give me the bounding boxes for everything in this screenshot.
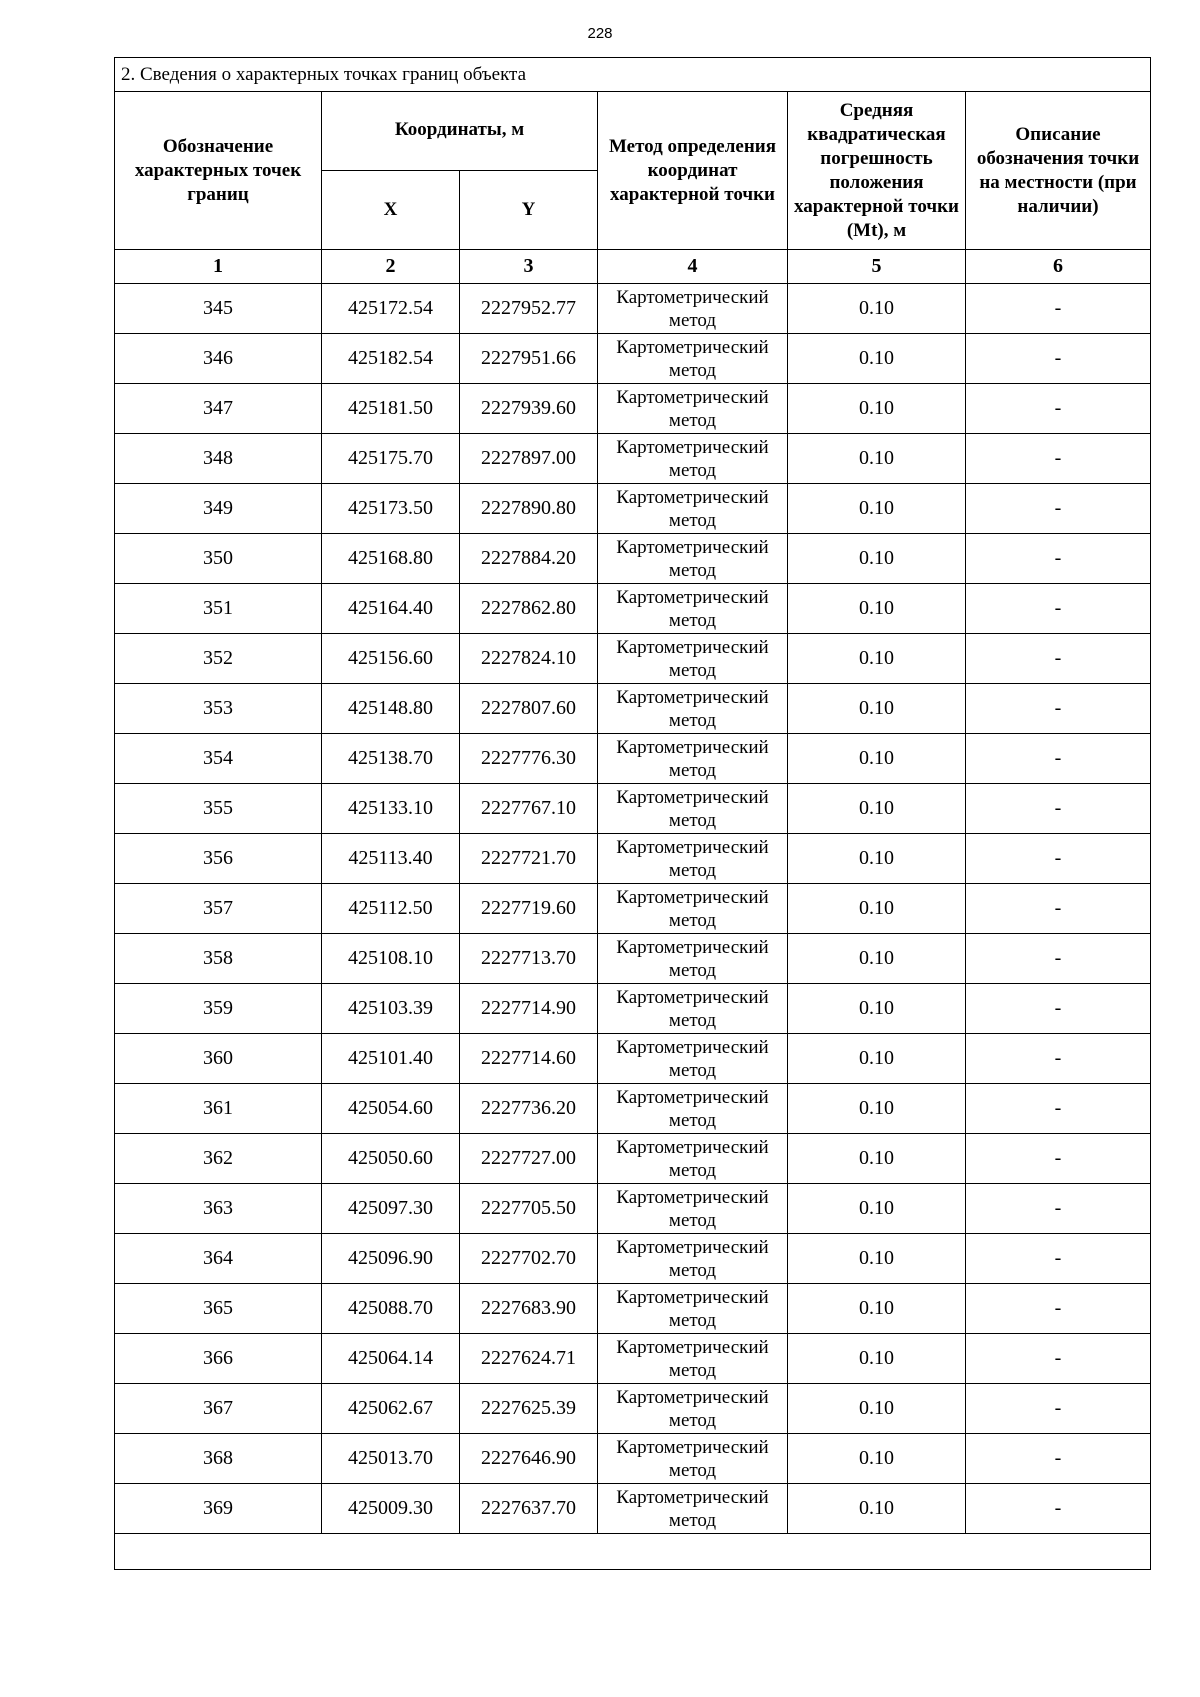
- section-title-row: [115, 58, 1151, 92]
- cell-method: Картометрический метод: [598, 834, 788, 884]
- cell-point-id: 349: [115, 484, 322, 534]
- cell-mean-error: 0.10: [788, 734, 966, 784]
- cell-coord-y: 2227824.10: [460, 634, 598, 684]
- cell-coord-y: 2227646.90: [460, 1434, 598, 1484]
- cell-coord-x: 425112.50: [322, 884, 460, 934]
- table-row: [115, 1134, 1151, 1184]
- cell-method: Картометрический метод: [598, 434, 788, 484]
- cell-mean-error: 0.10: [788, 1084, 966, 1134]
- cell-description: -: [966, 1334, 1151, 1384]
- cell-coord-y: 2227862.80: [460, 584, 598, 634]
- section-title: 2. Сведения о характерных точках границ объекта: [115, 58, 1151, 92]
- boundary-points-table: [114, 57, 1151, 1570]
- cell-coord-x: 425013.70: [322, 1434, 460, 1484]
- cell-method: Картометрический метод: [598, 384, 788, 434]
- cell-point-id: 357: [115, 884, 322, 934]
- table-row: [115, 784, 1151, 834]
- cell-coord-x: 425088.70: [322, 1284, 460, 1334]
- header-y: Y: [460, 171, 598, 250]
- cell-coord-y: 2227951.66: [460, 334, 598, 384]
- table-row: [115, 284, 1151, 334]
- cell-coord-x: 425172.54: [322, 284, 460, 334]
- cell-description: -: [966, 384, 1151, 434]
- cell-description: -: [966, 884, 1151, 934]
- cell-mean-error: 0.10: [788, 1434, 966, 1484]
- cell-method: Картометрический метод: [598, 1034, 788, 1084]
- cell-method: Картометрический метод: [598, 684, 788, 734]
- table-row: [115, 484, 1151, 534]
- cell-description: -: [966, 834, 1151, 884]
- cell-description: -: [966, 1384, 1151, 1434]
- cell-coord-y: 2227952.77: [460, 284, 598, 334]
- cell-coord-y: 2227705.50: [460, 1184, 598, 1234]
- cell-point-id: 355: [115, 784, 322, 834]
- cell-mean-error: 0.10: [788, 284, 966, 334]
- table-row: [115, 1034, 1151, 1084]
- table-row: [115, 1284, 1151, 1334]
- cell-point-id: 345: [115, 284, 322, 334]
- cell-mean-error: 0.10: [788, 1134, 966, 1184]
- column-number: 1: [115, 250, 322, 284]
- cell-coord-y: 2227767.10: [460, 784, 598, 834]
- cell-coord-x: 425168.80: [322, 534, 460, 584]
- cell-mean-error: 0.10: [788, 834, 966, 884]
- cell-point-id: 368: [115, 1434, 322, 1484]
- cell-point-id: 351: [115, 584, 322, 634]
- cell-method: Картометрический метод: [598, 984, 788, 1034]
- cell-coord-x: 425096.90: [322, 1234, 460, 1284]
- cell-method: Картометрический метод: [598, 784, 788, 834]
- table-row: [115, 1234, 1151, 1284]
- cell-method: Картометрический метод: [598, 1134, 788, 1184]
- cell-mean-error: 0.10: [788, 584, 966, 634]
- cell-point-id: 354: [115, 734, 322, 784]
- cell-coord-y: 2227625.39: [460, 1384, 598, 1434]
- table-row: [115, 1484, 1151, 1534]
- cell-coord-y: 2227713.70: [460, 934, 598, 984]
- cell-description: -: [966, 334, 1151, 384]
- table-row: [115, 634, 1151, 684]
- cell-point-id: 358: [115, 934, 322, 984]
- table-row: [115, 384, 1151, 434]
- cell-description: -: [966, 1434, 1151, 1484]
- cell-method: Картометрический метод: [598, 1234, 788, 1284]
- header-method: Метод определения координат характерной точки: [598, 92, 788, 250]
- cell-method: Картометрический метод: [598, 334, 788, 384]
- cell-description: -: [966, 1234, 1151, 1284]
- cell-description: -: [966, 784, 1151, 834]
- table-row: [115, 584, 1151, 634]
- cell-method: Картометрический метод: [598, 734, 788, 784]
- table-row: [115, 884, 1151, 934]
- cell-point-id: 369: [115, 1484, 322, 1534]
- cell-description: -: [966, 484, 1151, 534]
- cell-mean-error: 0.10: [788, 1484, 966, 1534]
- cell-mean-error: 0.10: [788, 934, 966, 984]
- cell-mean-error: 0.10: [788, 534, 966, 584]
- table-row: [115, 934, 1151, 984]
- cell-description: -: [966, 1134, 1151, 1184]
- cell-point-id: 361: [115, 1084, 322, 1134]
- cell-coord-x: 425064.14: [322, 1334, 460, 1384]
- cell-description: -: [966, 434, 1151, 484]
- cell-method: Картометрический метод: [598, 884, 788, 934]
- cell-description: -: [966, 1284, 1151, 1334]
- column-number: 3: [460, 250, 598, 284]
- cell-description: -: [966, 934, 1151, 984]
- cell-method: Картометрический метод: [598, 484, 788, 534]
- table-row: [115, 834, 1151, 884]
- column-number: 5: [788, 250, 966, 284]
- column-number: 2: [322, 250, 460, 284]
- cell-point-id: 346: [115, 334, 322, 384]
- cell-description: -: [966, 1034, 1151, 1084]
- table-row: [115, 734, 1151, 784]
- cell-coord-x: 425148.80: [322, 684, 460, 734]
- table-row: [115, 534, 1151, 584]
- cell-method: Картометрический метод: [598, 584, 788, 634]
- cell-method: Картометрический метод: [598, 934, 788, 984]
- cell-mean-error: 0.10: [788, 1184, 966, 1234]
- cell-mean-error: 0.10: [788, 634, 966, 684]
- cell-coord-x: 425054.60: [322, 1084, 460, 1134]
- cell-mean-error: 0.10: [788, 1284, 966, 1334]
- cell-description: -: [966, 584, 1151, 634]
- cell-point-id: 352: [115, 634, 322, 684]
- cell-mean-error: 0.10: [788, 484, 966, 534]
- cell-coord-x: 425164.40: [322, 584, 460, 634]
- cell-description: -: [966, 284, 1151, 334]
- cell-method: Картометрический метод: [598, 1484, 788, 1534]
- cell-description: -: [966, 534, 1151, 584]
- cell-description: -: [966, 1184, 1151, 1234]
- cell-method: Картометрический метод: [598, 634, 788, 684]
- cell-method: Картометрический метод: [598, 1184, 788, 1234]
- cell-coord-y: 2227727.00: [460, 1134, 598, 1184]
- header-row: [115, 92, 1151, 171]
- cell-point-id: 356: [115, 834, 322, 884]
- cell-coord-y: 2227776.30: [460, 734, 598, 784]
- table-row: [115, 1434, 1151, 1484]
- cell-mean-error: 0.10: [788, 434, 966, 484]
- cell-coord-y: 2227637.70: [460, 1484, 598, 1534]
- cell-method: Картометрический метод: [598, 1384, 788, 1434]
- cell-mean-error: 0.10: [788, 884, 966, 934]
- cell-point-id: 350: [115, 534, 322, 584]
- cell-mean-error: 0.10: [788, 1234, 966, 1284]
- cell-coord-x: 425101.40: [322, 1034, 460, 1084]
- cell-coord-y: 2227897.00: [460, 434, 598, 484]
- cell-coord-y: 2227714.60: [460, 1034, 598, 1084]
- cell-coord-y: 2227884.20: [460, 534, 598, 584]
- cell-coord-x: 425156.60: [322, 634, 460, 684]
- cell-coord-x: 425062.67: [322, 1384, 460, 1434]
- cell-coord-x: 425103.39: [322, 984, 460, 1034]
- cell-coord-x: 425173.50: [322, 484, 460, 534]
- empty-row: [115, 1534, 1151, 1570]
- cell-description: -: [966, 684, 1151, 734]
- cell-description: -: [966, 1084, 1151, 1134]
- header-mean-error: Средняя квадратическая погрешность положения характерной точки (Mt), м: [788, 92, 966, 250]
- cell-description: -: [966, 634, 1151, 684]
- cell-point-id: 347: [115, 384, 322, 434]
- cell-method: Картометрический метод: [598, 1334, 788, 1384]
- table-row: [115, 684, 1151, 734]
- cell-description: -: [966, 984, 1151, 1034]
- cell-point-id: 360: [115, 1034, 322, 1084]
- cell-point-id: 348: [115, 434, 322, 484]
- cell-coord-y: 2227721.70: [460, 834, 598, 884]
- cell-point-id: 364: [115, 1234, 322, 1284]
- cell-method: Картометрический метод: [598, 1284, 788, 1334]
- table-row: [115, 1184, 1151, 1234]
- cell-coord-x: 425133.10: [322, 784, 460, 834]
- cell-point-id: 363: [115, 1184, 322, 1234]
- column-number: 6: [966, 250, 1151, 284]
- cell-description: -: [966, 734, 1151, 784]
- column-number: 4: [598, 250, 788, 284]
- cell-mean-error: 0.10: [788, 1334, 966, 1384]
- cell-method: Картометрический метод: [598, 534, 788, 584]
- cell-coord-y: 2227714.90: [460, 984, 598, 1034]
- cell-coord-x: 425182.54: [322, 334, 460, 384]
- cell-description: -: [966, 1484, 1151, 1534]
- cell-coord-y: 2227890.80: [460, 484, 598, 534]
- cell-coord-x: 425097.30: [322, 1184, 460, 1234]
- cell-mean-error: 0.10: [788, 334, 966, 384]
- cell-point-id: 359: [115, 984, 322, 1034]
- table-row: [115, 434, 1151, 484]
- cell-coord-x: 425175.70: [322, 434, 460, 484]
- cell-coord-x: 425050.60: [322, 1134, 460, 1184]
- column-numbers-row: [115, 250, 1151, 284]
- cell-coord-x: 425108.10: [322, 934, 460, 984]
- page-number: 228: [587, 25, 613, 42]
- empty-cell: [115, 1534, 1151, 1570]
- cell-coord-y: 2227683.90: [460, 1284, 598, 1334]
- cell-coord-y: 2227939.60: [460, 384, 598, 434]
- cell-method: Картометрический метод: [598, 284, 788, 334]
- cell-mean-error: 0.10: [788, 784, 966, 834]
- cell-mean-error: 0.10: [788, 384, 966, 434]
- cell-point-id: 367: [115, 1384, 322, 1434]
- cell-point-id: 353: [115, 684, 322, 734]
- table-row: [115, 1384, 1151, 1434]
- cell-coord-y: 2227736.20: [460, 1084, 598, 1134]
- cell-mean-error: 0.10: [788, 1034, 966, 1084]
- cell-coord-x: 425009.30: [322, 1484, 460, 1534]
- cell-mean-error: 0.10: [788, 1384, 966, 1434]
- header-x: X: [322, 171, 460, 250]
- header-coordinates: Координаты, м: [322, 92, 598, 171]
- cell-coord-y: 2227624.71: [460, 1334, 598, 1384]
- cell-point-id: 366: [115, 1334, 322, 1384]
- cell-coord-x: 425181.50: [322, 384, 460, 434]
- cell-coord-x: 425138.70: [322, 734, 460, 784]
- cell-coord-y: 2227719.60: [460, 884, 598, 934]
- cell-coord-y: 2227807.60: [460, 684, 598, 734]
- cell-mean-error: 0.10: [788, 684, 966, 734]
- table-row: [115, 1084, 1151, 1134]
- table-row: [115, 334, 1151, 384]
- table-row: [115, 984, 1151, 1034]
- cell-point-id: 362: [115, 1134, 322, 1184]
- cell-method: Картометрический метод: [598, 1434, 788, 1484]
- cell-mean-error: 0.10: [788, 984, 966, 1034]
- cell-coord-y: 2227702.70: [460, 1234, 598, 1284]
- table-row: [115, 1334, 1151, 1384]
- header-point-designation: Обозначение характерных точек границ: [115, 92, 322, 250]
- cell-point-id: 365: [115, 1284, 322, 1334]
- header-description: Описание обозначения точки на местности (при наличии): [966, 92, 1151, 250]
- cell-method: Картометрический метод: [598, 1084, 788, 1134]
- cell-coord-x: 425113.40: [322, 834, 460, 884]
